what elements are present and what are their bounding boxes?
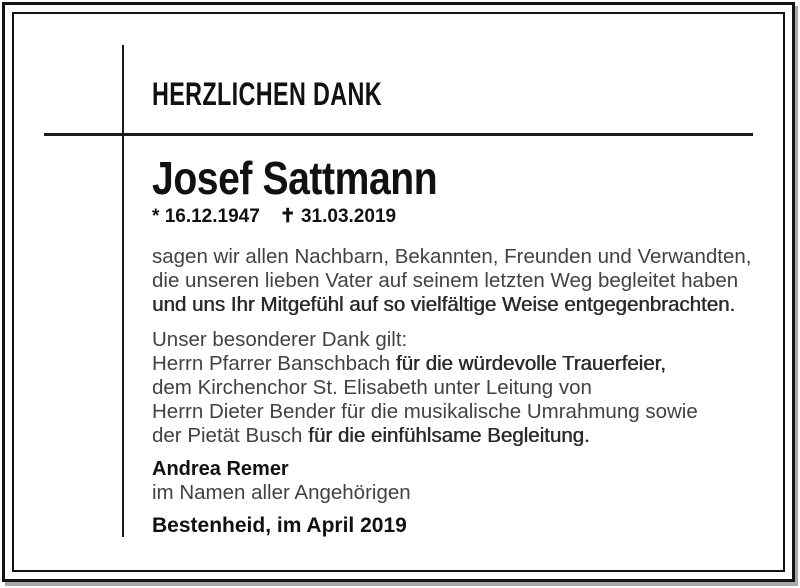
death-symbol: ✝	[279, 206, 296, 227]
pastor-name: Herrn Pfarrer Banschbach	[152, 352, 396, 375]
birth-date: 16.12.1947	[164, 206, 260, 227]
funeral-home-line	[152, 424, 772, 448]
conductor-line: Herrn Dieter Bender für die musikalische Umrahmung sowie	[152, 400, 698, 423]
thanks-line-2: die unseren lieben Vater auf seinem letzten Weg begleitet haben	[152, 269, 739, 292]
signatory-subline: im Namen aller Angehörigen	[152, 481, 411, 504]
special-thanks-intro: Unser besonderer Dank gilt:	[152, 328, 408, 351]
pastor-reason: für die würdevolle Trauerfeier,	[395, 352, 666, 375]
signatory-name: Andrea Remer	[152, 458, 289, 480]
life-dates	[152, 205, 772, 228]
special-thanks-paragraph	[152, 328, 772, 448]
deceased-name: Josef Sattmann	[152, 152, 438, 204]
thanks-heading: HERZLICHEN DANK	[152, 76, 382, 112]
notice-content	[152, 75, 772, 538]
cross-vertical-bar	[122, 45, 124, 537]
funeral-home-reason: für die einfühlsame Begleitung.	[308, 424, 590, 447]
thanks-line-3: und uns Ihr Mitgefühl auf so vielfältige Weise entgegenbrachten.	[152, 293, 736, 316]
pastor-line	[152, 352, 772, 376]
choir-line: dem Kirchenchor St. Elisabeth unter Leitung von	[152, 376, 592, 399]
memorial-notice-card	[2, 2, 795, 582]
funeral-home-name: der Pietät Busch	[152, 424, 309, 447]
birth-symbol: *	[152, 206, 160, 227]
thanks-line-1: sagen wir allen Nachbarn, Bekannten, Freunden und Verwandten,	[152, 245, 752, 268]
thanks-paragraph	[152, 245, 772, 317]
death-date: 31.03.2019	[300, 206, 397, 227]
place-date-line: Bestenheid, im April 2019	[152, 514, 407, 537]
